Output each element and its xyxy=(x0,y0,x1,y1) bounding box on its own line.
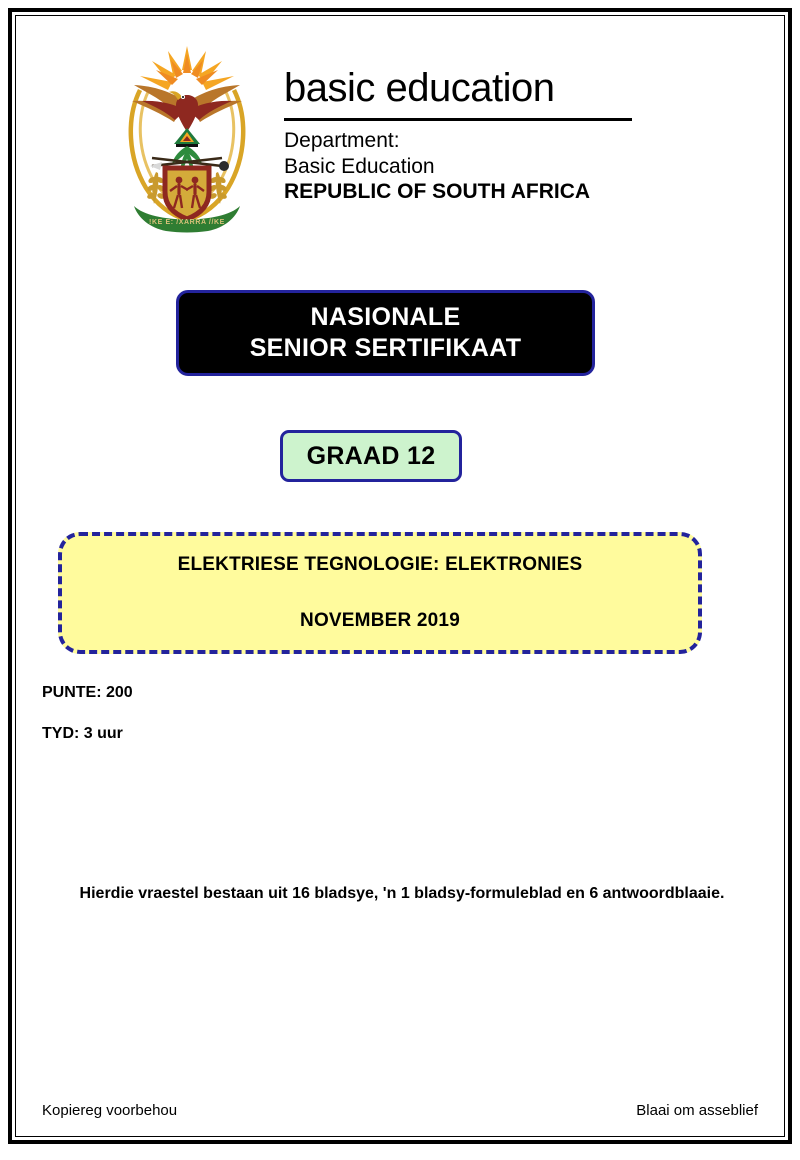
logo-title: basic education xyxy=(284,66,555,110)
grade-label: GRAAD 12 xyxy=(306,441,436,470)
page-content xyxy=(22,22,778,1130)
page-footer xyxy=(42,1102,758,1119)
pages-note xyxy=(72,883,732,906)
svg-text:!KE E: /XARRA //KE: !KE E: /XARRA //KE xyxy=(149,219,225,226)
pages-note-line-2: 6 antwoordblaaie. xyxy=(589,885,725,902)
logo-underline xyxy=(284,118,632,121)
department-name: Basic Education xyxy=(284,154,435,178)
footer-copyright: Kopiereg voorbehou xyxy=(42,1102,178,1119)
subject-name: ELEKTRIESE TEGNOLOGIE: ELEKTRONIES xyxy=(177,554,583,575)
time-label: TYD: 3 uur xyxy=(42,725,123,742)
certificate-banner xyxy=(176,290,595,376)
certificate-line-2: SENIOR SERTIFIKAAT xyxy=(249,334,522,362)
department-label: Department: xyxy=(284,129,400,152)
marks-label: PUNTE: 200 xyxy=(42,684,133,701)
south-african-coat-of-arms-icon xyxy=(112,40,262,235)
certificate-line-1: NASIONALE xyxy=(310,302,461,331)
pages-note-line-1: Hierdie vraestel bestaan uit 16 bladsye, 'n 1 bladsy-formuleblad en xyxy=(79,885,585,902)
logo-text-block xyxy=(284,40,632,205)
department-logo xyxy=(112,40,632,235)
exam-date: NOVEMBER 2019 xyxy=(300,610,460,631)
footer-turn-over: Blaai om asseblief xyxy=(636,1102,758,1119)
grade-box xyxy=(280,430,462,482)
subject-box xyxy=(58,532,702,654)
country-name: REPUBLIC OF SOUTH AFRICA xyxy=(284,180,591,204)
